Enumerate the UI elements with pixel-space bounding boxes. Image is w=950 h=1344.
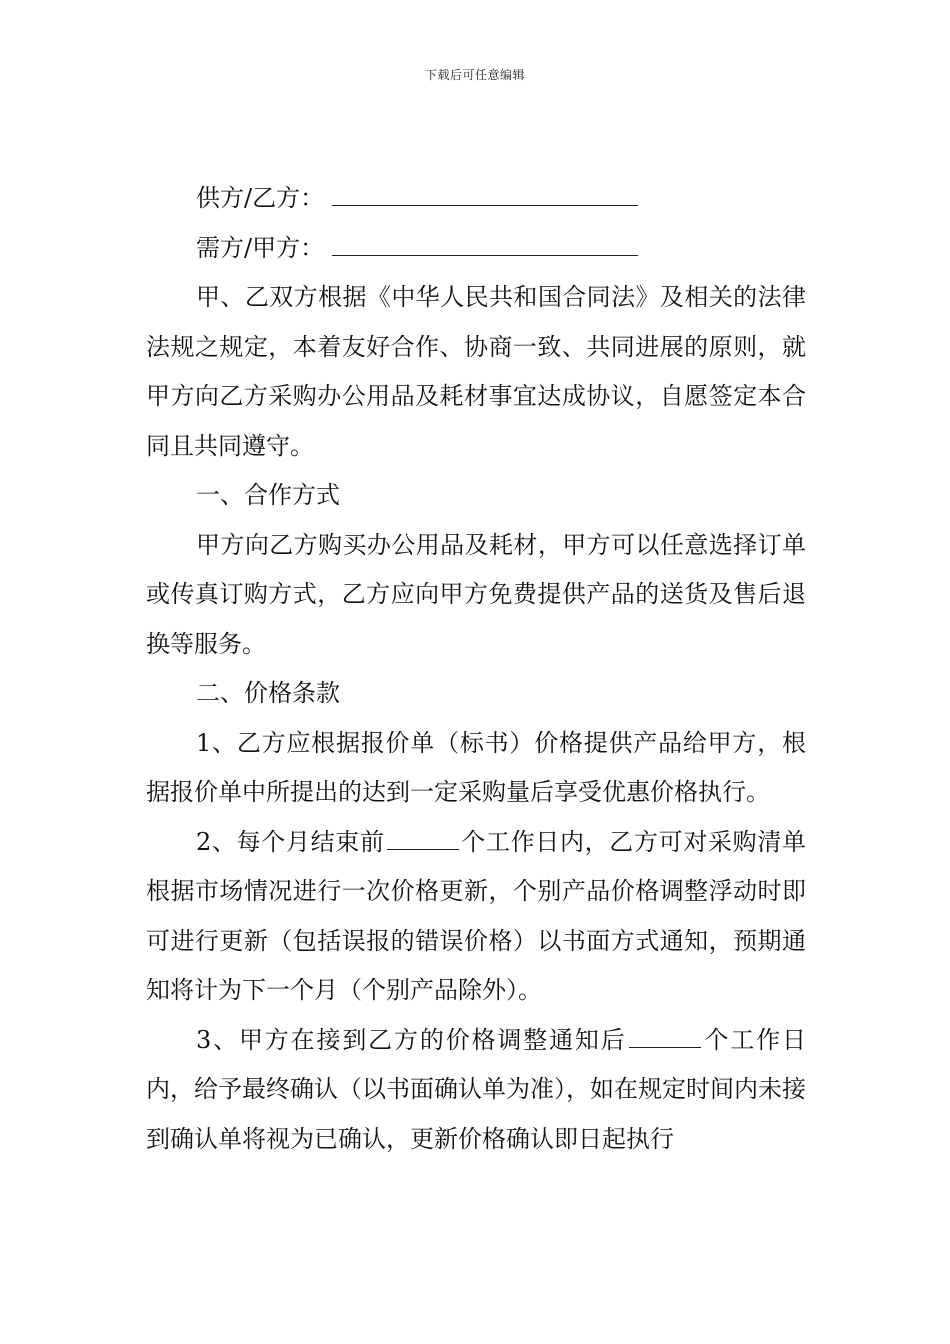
clause3-text-after: 个工作日内，给予最终确认（以书面确认单为准），如在规定时间内未接到确认单将视为已确认，更新价格确认即日起执行 bbox=[146, 1025, 806, 1153]
clause2-paragraph bbox=[146, 818, 806, 1016]
clause2-text-after: 个工作日内，乙方可对采购清单根据市场情况进行一次价格更新，个别产品价格调整浮动时即可进行更新（包括误报的错误价格）以书面方式通知，预期通知将计为下一个月（个别产品除外）。 bbox=[146, 827, 806, 1004]
clause1-paragraph: 1、乙方应根据报价单（标书）价格提供产品给甲方，根据报价单中所提出的达到一定采购量后享受优惠价格执行。 bbox=[146, 728, 806, 806]
supplier-blank-line bbox=[332, 185, 638, 206]
header-note: 下载后可任意编辑 bbox=[424, 68, 525, 82]
section2-heading: 二、价格条款 bbox=[196, 679, 340, 707]
section1-paragraph: 甲方向乙方购买办公用品及耗材，甲方可以任意选择订单或传真订购方式，乙方应向甲方免费提供产品的送货及售后退换等服务。 bbox=[146, 530, 806, 658]
supplier-field bbox=[146, 174, 806, 224]
buyer-label: 需方/甲方： bbox=[196, 233, 325, 262]
clause3-text-before: 3、甲方在接到乙方的价格调整通知后 bbox=[196, 1025, 627, 1054]
buyer-field bbox=[146, 224, 806, 274]
intro-paragraph: 甲、乙双方根据《中华人民共和国合同法》及相关的法律法规之规定，本着友好合作、协商一致、共同进展的原则，就甲方向乙方采购办公用品及耗材事宜达成协议，自愿签定本合同且共同遵守。 bbox=[146, 283, 806, 460]
clause2-blank bbox=[387, 831, 459, 850]
contract-body bbox=[146, 174, 806, 1164]
supplier-label: 供方/乙方： bbox=[196, 184, 325, 212]
clause2-text-before: 2、每个月结束前 bbox=[196, 827, 385, 856]
clause3-paragraph bbox=[146, 1016, 806, 1165]
buyer-blank-line bbox=[332, 235, 638, 256]
section1-heading: 一、合作方式 bbox=[196, 481, 340, 509]
clause3-blank bbox=[629, 1029, 701, 1048]
